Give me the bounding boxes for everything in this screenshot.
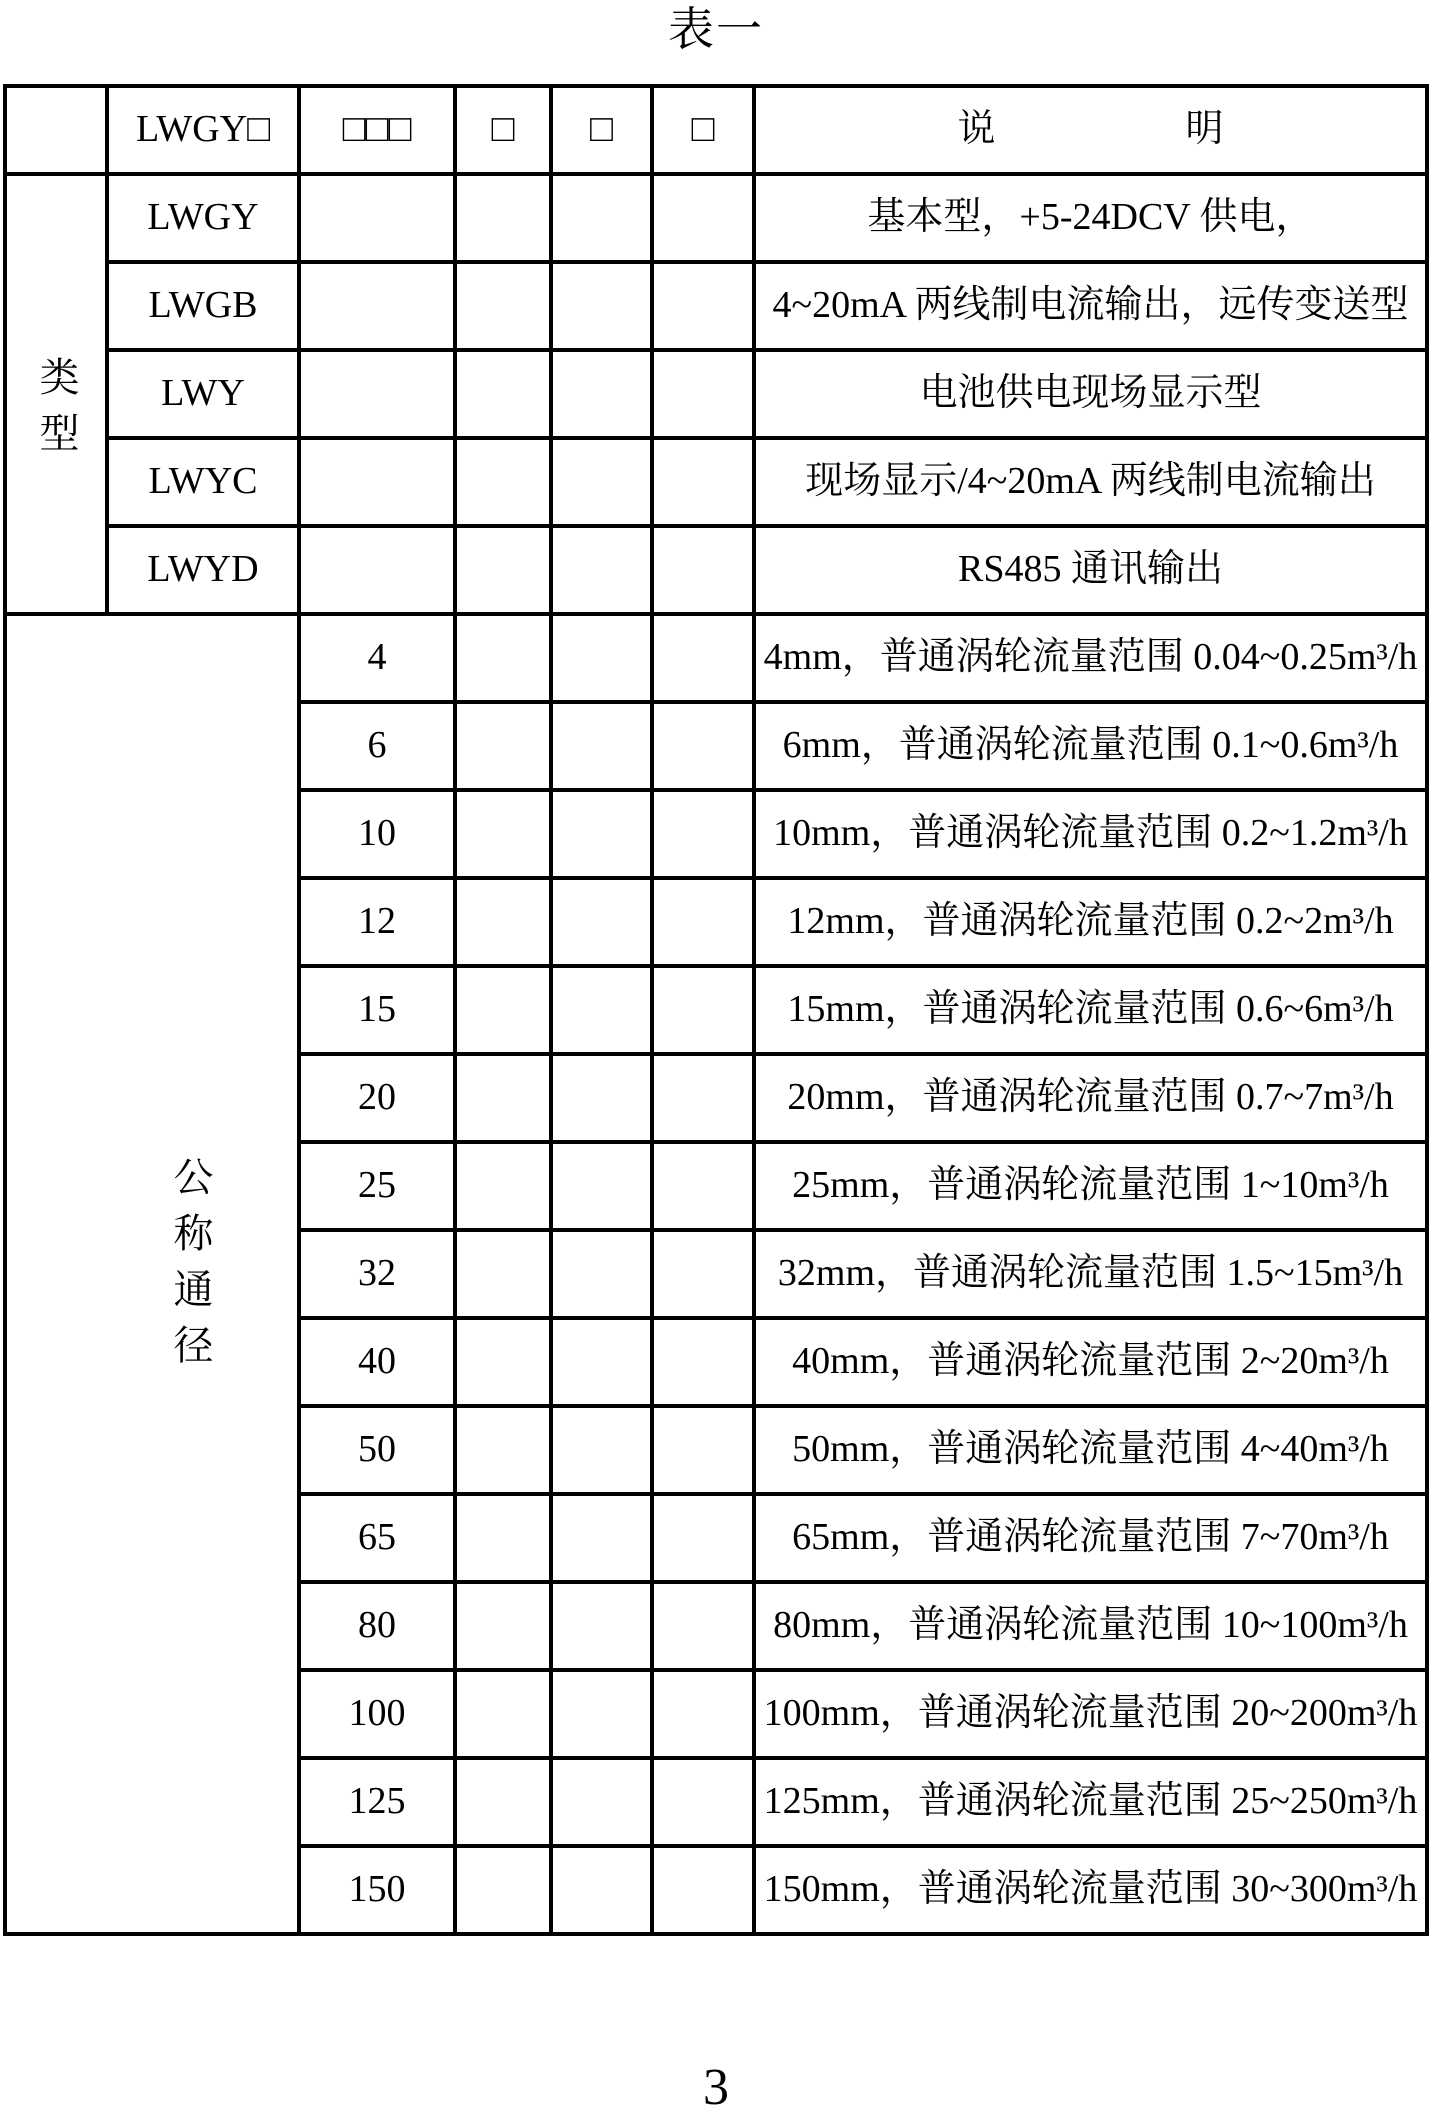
empty-cell <box>652 1494 754 1582</box>
empty-cell <box>455 1406 551 1494</box>
empty-cell <box>551 174 652 262</box>
empty-cell <box>455 350 551 438</box>
size-cell: 15 <box>299 966 455 1054</box>
type-section-label-cell <box>5 174 107 614</box>
header-cell-blank <box>5 86 107 174</box>
empty-cell <box>652 1406 754 1494</box>
size-cell: 6 <box>299 702 455 790</box>
description-cell: 32mm，普通涡轮流量范围 1.5~15m³/h <box>754 1230 1427 1318</box>
model-cell: LWY <box>107 350 299 438</box>
description-cell: 电池供电现场显示型 <box>754 350 1427 438</box>
empty-cell <box>551 1758 652 1846</box>
empty-cell <box>551 878 652 966</box>
empty-cell <box>455 1670 551 1758</box>
empty-cell <box>551 1406 652 1494</box>
description-cell: 150mm，普通涡轮流量范围 30~300m³/h <box>754 1846 1427 1934</box>
description-cell: 40mm，普通涡轮流量范围 2~20m³/h <box>754 1318 1427 1406</box>
empty-cell <box>455 1758 551 1846</box>
empty-cell <box>455 614 551 702</box>
empty-cell <box>299 526 455 614</box>
type-section-label: 类型 <box>34 355 79 468</box>
description-cell: 4mm，普通涡轮流量范围 0.04~0.25m³/h <box>754 614 1427 702</box>
empty-cell <box>299 262 455 350</box>
description-cell: 20mm，普通涡轮流量范围 0.7~7m³/h <box>754 1054 1427 1142</box>
empty-cell <box>652 878 754 966</box>
empty-cell <box>652 1670 754 1758</box>
description-cell: 15mm，普通涡轮流量范围 0.6~6m³/h <box>754 966 1427 1054</box>
empty-cell <box>455 1318 551 1406</box>
description-cell: 65mm，普通涡轮流量范围 7~70m³/h <box>754 1494 1427 1582</box>
empty-cell <box>455 1142 551 1230</box>
empty-cell <box>551 1318 652 1406</box>
empty-cell <box>455 790 551 878</box>
empty-cell <box>652 702 754 790</box>
empty-cell <box>551 790 652 878</box>
page-title: 表一 <box>668 4 764 55</box>
empty-cell <box>551 1582 652 1670</box>
model-cell: LWYC <box>107 438 299 526</box>
size-cell: 150 <box>299 1846 455 1934</box>
model-cell: LWGY <box>107 174 299 262</box>
empty-cell <box>652 614 754 702</box>
empty-cell <box>652 262 754 350</box>
table-header-row <box>5 86 1427 174</box>
empty-cell <box>551 1230 652 1318</box>
description-cell: 50mm，普通涡轮流量范围 4~40m³/h <box>754 1406 1427 1494</box>
description-cell: 现场显示/4~20mA 两线制电流输出 <box>754 438 1427 526</box>
size-cell: 100 <box>299 1670 455 1758</box>
empty-cell <box>652 1758 754 1846</box>
header-cell-code-box-1: □ <box>455 86 551 174</box>
ordering-spec-table <box>3 84 1429 1936</box>
size-cell: 125 <box>299 1758 455 1846</box>
empty-cell <box>551 526 652 614</box>
description-cell: RS485 通讯输出 <box>754 526 1427 614</box>
size-cell: 40 <box>299 1318 455 1406</box>
empty-cell <box>551 1494 652 1582</box>
empty-cell <box>455 702 551 790</box>
diameter-section-label-cell <box>5 614 299 1934</box>
empty-cell <box>299 350 455 438</box>
empty-cell <box>455 1494 551 1582</box>
description-cell: 125mm，普通涡轮流量范围 25~250m³/h <box>754 1758 1427 1846</box>
empty-cell <box>455 1582 551 1670</box>
empty-cell <box>652 526 754 614</box>
empty-cell <box>551 438 652 526</box>
empty-cell <box>551 1054 652 1142</box>
empty-cell <box>652 1054 754 1142</box>
size-cell: 25 <box>299 1142 455 1230</box>
page-number: 3 <box>703 2059 729 2116</box>
empty-cell <box>455 1846 551 1934</box>
size-cell: 65 <box>299 1494 455 1582</box>
header-cell-code-box-2: □ <box>551 86 652 174</box>
table-row-type-lwyc <box>5 438 1427 526</box>
description-cell: 100mm，普通涡轮流量范围 20~200m³/h <box>754 1670 1427 1758</box>
empty-cell <box>455 1230 551 1318</box>
empty-cell <box>455 878 551 966</box>
empty-cell <box>455 174 551 262</box>
description-cell: 12mm，普通涡轮流量范围 0.2~2m³/h <box>754 878 1427 966</box>
size-cell: 4 <box>299 614 455 702</box>
size-cell: 20 <box>299 1054 455 1142</box>
description-cell: 基本型，+5-24DCV 供电， <box>754 174 1427 262</box>
empty-cell <box>551 262 652 350</box>
description-cell: 80mm，普通涡轮流量范围 10~100m³/h <box>754 1582 1427 1670</box>
empty-cell <box>455 966 551 1054</box>
empty-cell <box>551 350 652 438</box>
empty-cell <box>652 1230 754 1318</box>
table-row-type-lwy <box>5 350 1427 438</box>
description-cell: 10mm，普通涡轮流量范围 0.2~1.2m³/h <box>754 790 1427 878</box>
model-cell: LWYD <box>107 526 299 614</box>
empty-cell <box>455 262 551 350</box>
size-cell: 50 <box>299 1406 455 1494</box>
empty-cell <box>652 1846 754 1934</box>
empty-cell <box>652 350 754 438</box>
empty-cell <box>455 1054 551 1142</box>
empty-cell <box>551 1846 652 1934</box>
model-cell: LWGB <box>107 262 299 350</box>
empty-cell <box>551 1670 652 1758</box>
diameter-section-label: 公称通径 <box>168 1155 213 1380</box>
table-row-type-lwgb <box>5 262 1427 350</box>
description-cell: 6mm，普通涡轮流量范围 0.1~0.6m³/h <box>754 702 1427 790</box>
empty-cell <box>551 1142 652 1230</box>
empty-cell <box>455 438 551 526</box>
table-row-type-lwyd <box>5 526 1427 614</box>
size-cell: 80 <box>299 1582 455 1670</box>
header-cell-description: 说 明 <box>754 86 1427 174</box>
empty-cell <box>652 1582 754 1670</box>
table-row-type-lwgy <box>5 174 1427 262</box>
empty-cell <box>299 438 455 526</box>
header-cell-code-boxes: □□□ <box>299 86 455 174</box>
empty-cell <box>551 966 652 1054</box>
description-cell: 4~20mA 两线制电流输出，远传变送型 <box>754 262 1427 350</box>
header-cell-code-box-3: □ <box>652 86 754 174</box>
header-cell-model-prefix: LWGY□ <box>107 86 299 174</box>
empty-cell <box>652 174 754 262</box>
empty-cell <box>551 614 652 702</box>
size-cell: 12 <box>299 878 455 966</box>
empty-cell <box>299 174 455 262</box>
empty-cell <box>652 1142 754 1230</box>
size-cell: 10 <box>299 790 455 878</box>
empty-cell <box>551 702 652 790</box>
empty-cell <box>652 790 754 878</box>
size-cell: 32 <box>299 1230 455 1318</box>
empty-cell <box>652 1318 754 1406</box>
table-row-dn4 <box>5 614 1427 702</box>
empty-cell <box>455 526 551 614</box>
description-cell: 25mm，普通涡轮流量范围 1~10m³/h <box>754 1142 1427 1230</box>
empty-cell <box>652 966 754 1054</box>
empty-cell <box>652 438 754 526</box>
